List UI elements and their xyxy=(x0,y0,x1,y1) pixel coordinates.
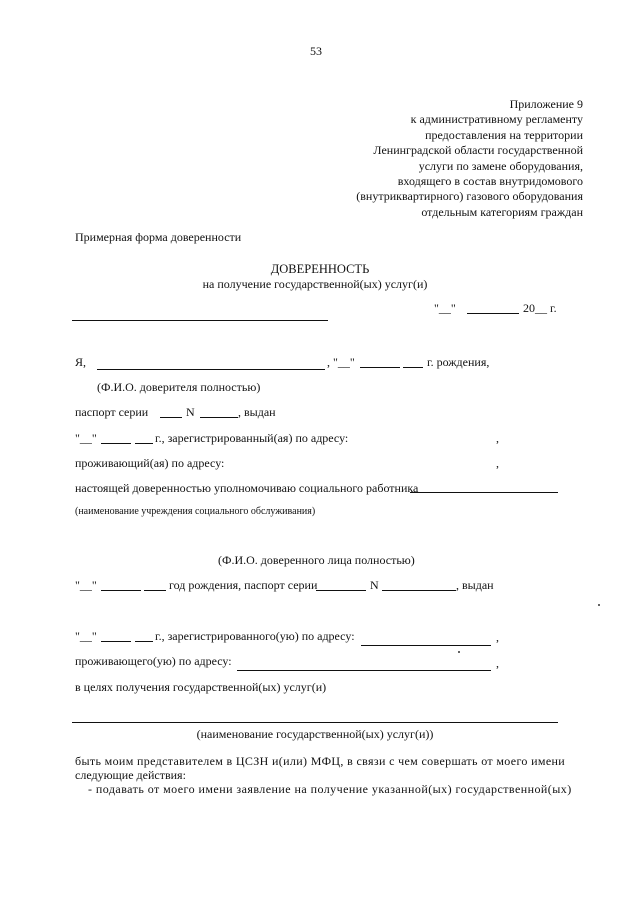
agent-birth-month-line xyxy=(101,590,141,591)
page-number: 53 xyxy=(310,44,322,58)
place-line xyxy=(72,320,328,321)
appendix-header xyxy=(356,97,583,220)
passport-number-line xyxy=(200,417,238,418)
agent-reg-month-line xyxy=(101,641,131,642)
passport-series-line xyxy=(160,417,182,418)
agent-reg-label: г., зарегистрированного(ую) по адресу: xyxy=(155,629,355,643)
agent-issued: , выдан xyxy=(456,578,494,592)
purpose-text: в целях получения государственной(ых) услуг(и) xyxy=(75,680,327,694)
social-worker-line xyxy=(410,492,558,493)
header-line: Ленинградской области государственной xyxy=(373,143,583,158)
header-line: входящего в состав внутридомового xyxy=(397,174,583,189)
birth-month-line xyxy=(360,367,400,368)
header-line: Приложение 9 xyxy=(509,97,583,111)
birth-year-line xyxy=(403,367,423,368)
body-line-2: следующие действия: xyxy=(75,768,186,782)
agent-birth-passport: год рождения, паспорт серии xyxy=(169,578,318,592)
passport-n: N xyxy=(186,405,195,419)
principal-fio-line xyxy=(97,369,325,370)
agent-reg-year-line xyxy=(135,641,153,642)
ya-label: Я, xyxy=(75,355,87,369)
header-line: к административному регламенту xyxy=(410,112,583,127)
body-line-3: - подавать от моего имени заявление на получение указанной(ых) государственной(ых) xyxy=(88,782,572,796)
agent-residing-line xyxy=(237,670,491,671)
agent-reg-address-line xyxy=(361,645,491,646)
reg-quote: "__" xyxy=(75,431,97,445)
date-year: 20__ г. xyxy=(523,301,557,315)
reg-month-line xyxy=(101,443,131,444)
body-line-1: быть моим представителем в ЦСЗН и(или) МФЦ, в связи с чем совершать от моего имени xyxy=(75,754,566,768)
birth-quote: , "__" xyxy=(327,355,355,369)
reg-comma: , xyxy=(496,431,499,445)
agent-series-line xyxy=(316,590,366,591)
agent-quote: "__" xyxy=(75,578,97,592)
agent-residing-label: проживающего(ую) по адресу: xyxy=(75,654,232,668)
agent-reg-comma: , xyxy=(496,630,499,644)
date-day-quote: "__" xyxy=(434,301,456,315)
document-title: ДОВЕРЕННОСТЬ xyxy=(270,262,370,276)
date-month-line xyxy=(467,313,519,314)
agent-reg-quote: "__" xyxy=(75,629,97,643)
passport-issued: , выдан xyxy=(238,405,276,419)
residing-label: проживающий(ая) по адресу: xyxy=(75,456,225,470)
header-line: отдельным категориям граждан xyxy=(421,204,583,219)
principal-fio-caption: (Ф.И.О. доверителя полностью) xyxy=(97,380,261,394)
agent-n: N xyxy=(370,578,379,592)
agent-residing-comma: , xyxy=(496,656,499,670)
authorize-text: настоящей доверенностью уполномочиваю социального работника xyxy=(75,481,419,495)
service-name-line xyxy=(72,722,558,723)
passport-prefix: паспорт серии xyxy=(75,405,149,419)
agent-birth-year-line xyxy=(144,590,166,591)
scan-speck xyxy=(458,651,460,653)
header-line: предоставления на территории xyxy=(425,127,583,142)
scan-speck xyxy=(598,604,600,606)
birth-label: г. рождения, xyxy=(427,355,490,369)
service-caption: (наименование государственной(ых) услуг(и)) xyxy=(196,727,434,741)
institution-caption: (наименование учреждения социального обслуживания) xyxy=(75,506,316,517)
header-line: услуги по замене оборудования, xyxy=(418,158,583,173)
reg-year-line xyxy=(135,443,153,444)
agent-fio-caption: (Ф.И.О. доверенного лица полностью) xyxy=(218,553,415,567)
document-subtitle: на получение государственной(ых) услуг(и) xyxy=(202,277,428,291)
residing-comma: , xyxy=(496,456,499,470)
header-line: (внутриквартирного) газового оборудования xyxy=(356,189,583,204)
reg-label: г., зарегистрированный(ая) по адресу: xyxy=(155,431,349,445)
agent-number-line xyxy=(382,590,456,591)
form-label: Примерная форма доверенности xyxy=(75,230,242,244)
